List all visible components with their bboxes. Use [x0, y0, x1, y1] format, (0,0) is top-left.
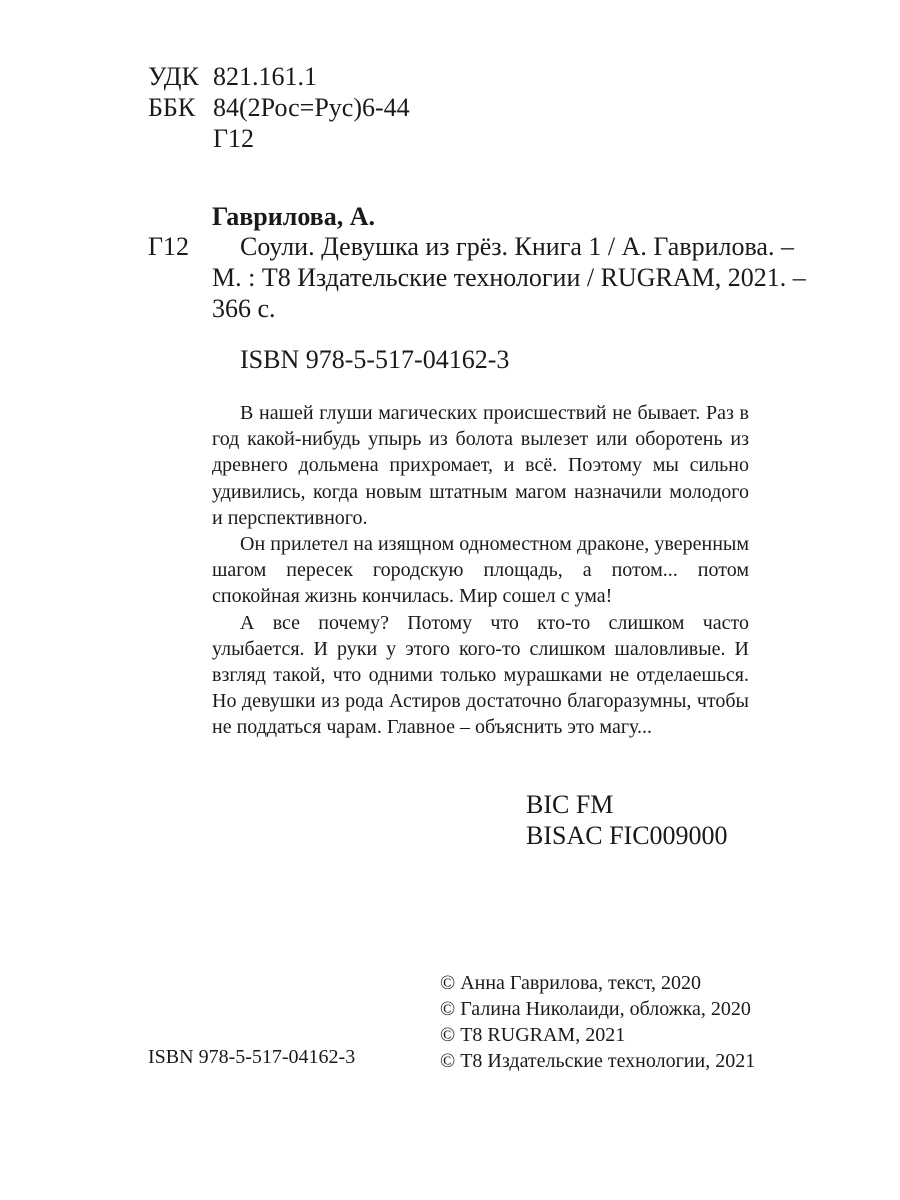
annotation	[212, 400, 749, 741]
copyright-line: © Т8 Издательские технологии, 2021	[440, 1050, 756, 1072]
bisac-code: BISAC FIC009000	[526, 821, 728, 850]
copyright-line: © Анна Гаврилова, текст, 2020	[440, 972, 701, 994]
footer-isbn: ISBN 978-5-517-04162-3	[148, 1046, 356, 1068]
bbk-value: 84(2Рос=Рус)6-44	[213, 93, 410, 122]
udk-value: 821.161.1	[213, 62, 317, 91]
udk-label: УДК	[148, 62, 199, 91]
annotation-paragraph: Он прилетел на изящном одноместном драконе, уверенным шагом пересек городскую площадь, а потом... потом спокойная жизнь кончилась. Мир сошел с ума!	[212, 533, 749, 608]
bib-line-1: Соули. Девушка из грёз. Книга 1 / А. Гаврилова. –	[240, 232, 794, 261]
entry-author-mark: Г12	[148, 232, 190, 261]
author-mark-row	[148, 123, 410, 154]
bbk-label: ББК	[148, 93, 196, 122]
copyright-line: © Т8 RUGRAM, 2021	[440, 1024, 626, 1046]
classification-author-mark: Г12	[213, 124, 255, 153]
entry-isbn: ISBN 978-5-517-04162-3	[240, 345, 510, 374]
annotation-paragraph: В нашей глуши магических происшествий не бывает. Раз в год какой-нибудь упырь из болота вылезет или оборотень из древнего дольмена прихромает, и всё. Поэтому мы сильно удивились, когда новым штатным магом назначили молодого и перспективного.	[212, 402, 749, 529]
bbk-row	[148, 92, 410, 123]
copyright-block	[440, 970, 755, 1074]
bic-code: BIC FM	[526, 790, 614, 819]
bib-line-2: М. : Т8 Издательские технологии / RUGRAM, 2021. –	[212, 263, 806, 292]
annotation-paragraph: А все почему? Потому что кто-то слишком часто улыбается. И руки у этого кого-то слишком шаловливые. И взгляд такой, что одними только мурашками не отделаешься. Но девушки из рода Астиров достаточно благоразумны, чтобы не поддаться чарам. Главное – объяснить это магу...	[212, 611, 749, 739]
udk-row	[148, 61, 410, 92]
copyright-line: © Галина Николаиди, обложка, 2020	[440, 998, 751, 1020]
author-name: Гаврилова, А.	[212, 202, 375, 231]
classification-block	[148, 61, 410, 154]
bib-line-3: 366 с.	[212, 294, 276, 323]
